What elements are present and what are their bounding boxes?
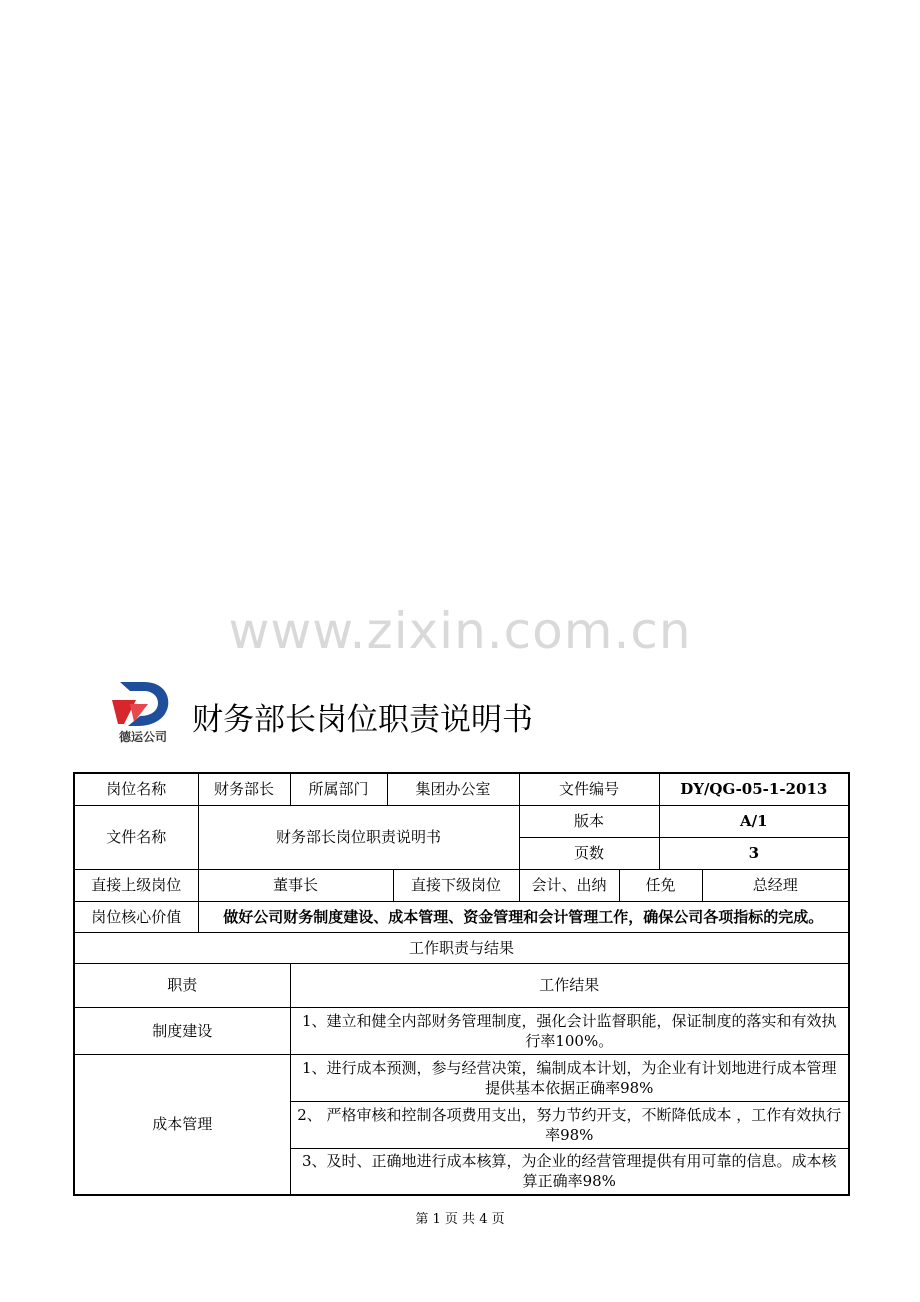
subordinate-label: 直接下级岗位 bbox=[393, 869, 519, 901]
file-name-value: 财务部长岗位职责说明书 bbox=[198, 805, 519, 869]
table-row bbox=[74, 869, 849, 901]
core-value-label: 岗位核心价值 bbox=[74, 901, 198, 932]
pages-value: 3 bbox=[659, 837, 849, 869]
file-name-label: 文件名称 bbox=[74, 805, 198, 869]
document-title: 财务部长岗位职责说明书 bbox=[192, 702, 533, 738]
pages-label: 页数 bbox=[519, 837, 659, 869]
dept-value: 集团办公室 bbox=[387, 773, 519, 805]
file-no-label: 文件编号 bbox=[519, 773, 659, 805]
superior-value: 董事长 bbox=[198, 869, 393, 901]
subordinate-value: 会计、出纳 bbox=[519, 869, 619, 901]
duty-name: 制度建设 bbox=[74, 1007, 290, 1054]
duty-result: 1、建立和健全内部财务管理制度，强化会计监督职能，保证制度的落实和有效执行率100%。 bbox=[290, 1007, 849, 1054]
duty-name: 成本管理 bbox=[74, 1054, 290, 1195]
table-row bbox=[74, 1007, 849, 1054]
job-description-table bbox=[73, 772, 850, 1196]
table-row bbox=[74, 901, 849, 932]
company-logo bbox=[108, 676, 178, 746]
table-row bbox=[74, 963, 849, 1007]
table-row bbox=[74, 932, 849, 963]
appoint-value: 总经理 bbox=[702, 869, 849, 901]
duty-result: 2、 严格审核和控制各项费用支出，努力节约开支，不断降低成本 ，工作有效执行率98% bbox=[290, 1101, 849, 1148]
dept-label: 所属部门 bbox=[290, 773, 387, 805]
core-value-text: 做好公司财务制度建设、成本管理、资金管理和会计管理工作，确保公司各项指标的完成。 bbox=[198, 901, 849, 932]
version-label: 版本 bbox=[519, 805, 659, 837]
result-column-header: 工作结果 bbox=[290, 963, 849, 1007]
logo-mark-icon bbox=[108, 676, 178, 730]
superior-label: 直接上级岗位 bbox=[74, 869, 198, 901]
table-row bbox=[74, 773, 849, 805]
duty-result: 1、进行成本预测，参与经营决策，编制成本计划，为企业有计划地进行成本管理提供基本依据正确率98% bbox=[290, 1054, 849, 1101]
table-row bbox=[74, 805, 849, 837]
table-row bbox=[74, 1054, 849, 1101]
duties-section-title: 工作职责与结果 bbox=[74, 932, 849, 963]
duty-column-header: 职责 bbox=[74, 963, 290, 1007]
post-name-label: 岗位名称 bbox=[74, 773, 198, 805]
version-value: A/1 bbox=[659, 805, 849, 837]
duty-result: 3、及时、正确地进行成本核算，为企业的经营管理提供有用可靠的信息。成本核算正确率98% bbox=[290, 1148, 849, 1195]
file-no-value: DY/QG-05-1-2013 bbox=[659, 773, 849, 805]
post-name-value: 财务部长 bbox=[198, 773, 290, 805]
watermark: www.zixin.com.cn bbox=[228, 602, 692, 660]
appoint-label: 任免 bbox=[619, 869, 702, 901]
logo-company-name: 德运公司 bbox=[118, 730, 167, 744]
page-footer: 第 1 页 共 4 页 bbox=[415, 1212, 505, 1227]
